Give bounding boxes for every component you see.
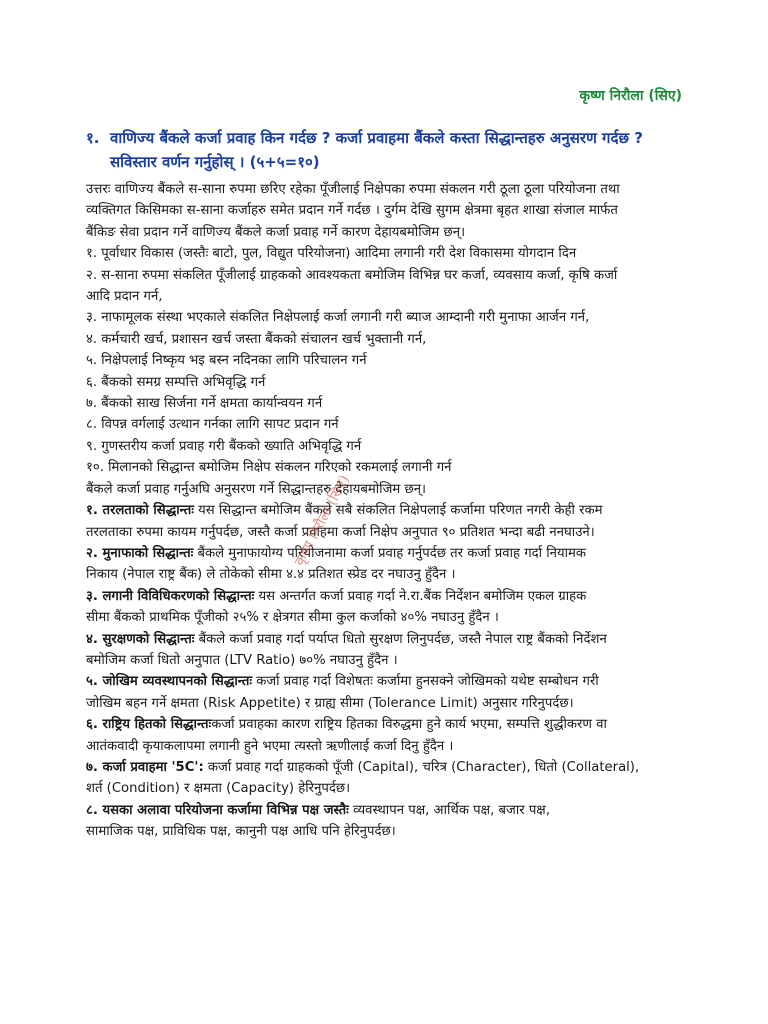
principle-continuation: तरलताका रुपमा कायम गर्नुपर्दछ, जस्तै कर्जा प्रवाहमा कर्जा निक्षेप अनुपात ९० प्रतिशत भन्दा बढी ननघाउने। <box>86 524 595 540</box>
principle-term: ३. लगानी विविधिकरणको सिद्धान्तः <box>86 588 255 604</box>
question-line-2: सविस्तार वर्णन गर्नुहोस् । (५+५=१०) <box>110 153 320 171</box>
principle-text: व्यवस्थापन पक्ष, आर्थिक पक्ष, बजार पक्ष, <box>348 802 550 818</box>
reason-item: १. पूर्वाधार विकास (जस्तैः बाटो, पुल, विद्युत परियोजना) आदिमा लगानी गरी देश विकासमा योगदान दिन <box>86 246 577 262</box>
principle-item <box>86 500 686 521</box>
principle-term: ८. यसका अलावा परियोजना कर्जामा विभिन्न पक्ष जस्तैः <box>86 802 349 818</box>
principle-term: १. तरलताको सिद्धान्तः <box>86 503 194 519</box>
question-line-1: वाणिज्य बैंकले कर्जा प्रवाह किन गर्दछ ? कर्जा प्रवाहमा बैंकले कस्ता सिद्धान्तहरु अनुसरण गर्दछ ? <box>110 129 643 147</box>
principle-continuation: निकाय (नेपाल राष्ट्र बैंक) ले तोकेको सीमा ४.४ प्रतिशत स्प्रेड दर नघाउनु हुँदैन । <box>86 567 456 583</box>
principles-intro: बैंकले कर्जा प्रवाह गर्नुअघि अनुसरण गर्ने सिद्धान्तहरु देहायबमोजिम छन्। <box>86 481 427 497</box>
principle-continuation: जोखिम बहन गर्ने क्षमता (Risk Appetite) र ग्राह्य सीमा (Tolerance Limit) अनुसार गरिनुपर्दछ। <box>86 695 574 711</box>
principle-continuation: सीमा बैंकको प्राथमिक पूँजीको २५% र क्षेत्रगत सीमा कुल कर्जाको ४०% नघाउनु हुँदैन । <box>86 610 499 626</box>
reason-item: ५. निक्षेपलाई निष्कृय भइ बस्न नदिनका लागि परिचालन गर्न <box>86 353 367 369</box>
principle-item <box>86 629 686 650</box>
answer-intro-line: व्यक्तिगत किसिमका स-साना कर्जाहरु समेत प्रदान गर्ने गर्दछ । दुर्गम देखि सुगम क्षेत्रमा बृहत शाखा संजाल मार्फत <box>86 203 618 219</box>
stamp-watermark: कृष्ण निरौला (सिए) <box>291 472 353 569</box>
principle-text: कर्जा प्रवाह गर्दा विशेषतः कर्जामा हुनसक्ने जोखिमको यथेष्ट सम्बोधन गरी <box>252 674 599 690</box>
principle-item <box>86 800 686 821</box>
reason-item: ४. कर्मचारी खर्च, प्रशासन खर्च जस्ता बैंकको संचालन खर्च भुक्तानी गर्न, <box>86 331 427 347</box>
principle-text: बैंकले मुनाफायोग्य परियोजनामा कर्जा प्रवाह गर्नुपर्दछ तर कर्जा प्रवाह गर्दा नियामक <box>193 545 587 561</box>
question-heading <box>86 126 696 174</box>
principle-text: यस अन्तर्गत कर्जा प्रवाह गर्दा ने.रा.बैंक निर्देशन बमोजिम एकल ग्राहक <box>254 588 587 604</box>
reason-item: ७. बैंकको साख सिर्जना गर्ने क्षमता कार्यान्वयन गर्न <box>86 396 323 412</box>
author-name: कृष्ण निरौला (सिए) <box>579 88 682 104</box>
reason-item: ६. बैंकको समग्र सम्पत्ति अभिवृद्धि गर्न <box>86 374 266 390</box>
principle-continuation: सामाजिक पक्ष, प्राविधिक पक्ष, कानुनी पक्ष आधि पनि हेरिनुपर्दछ। <box>86 824 396 840</box>
answer-intro-line: उत्तरः वाणिज्य बैंकले स-साना रुपमा छरिए रहेका पूँजीलाई निक्षेपका रुपमा संकलन गरी ठूला ठूला परियोजना तथा <box>86 182 620 197</box>
reason-item: १०. मिलानको सिद्धान्त बमोजिम निक्षेप संकलन गरिएको रकमलाई लगानी गर्न <box>86 460 452 476</box>
reason-item: ३. नाफामूलक संस्था भएकाले संकलित निक्षेपलाई कर्जा लगानी गरी ब्याज आम्दानी गरी मुनाफा आर्जन गर्न, <box>86 310 590 326</box>
principle-text: कर्जा प्रवाह गर्दा ग्राहकको पूँजी (Capital), चरित्र (Character), धितो (Collateral), <box>203 759 640 775</box>
principle-term: ६. राष्ट्रिय हितको सिद्धान्तः <box>86 717 212 733</box>
reason-item: ९. गुणस्तरीय कर्जा प्रवाह गरी बैंकको ख्याति अभिवृद्धि गर्न <box>86 438 362 454</box>
principle-term: ७. कर्जा प्रवाहमा '5C': <box>86 759 204 775</box>
principle-continuation: शर्त (Condition) र क्षमता (Capacity) हेरिनुपर्दछ। <box>86 781 351 797</box>
principle-text: कर्जा प्रवाहका कारण राष्ट्रिय हितका विरुद्धमा हुने कार्य भएमा, सम्पत्ति शुद्धीकरण वा <box>211 717 607 733</box>
principle-text: यस सिद्धान्त बमोजिम बैंकले सबै संकलित निक्षेपलाई कर्जामा परिणत नगरी केही रकम <box>193 503 603 519</box>
answer-body <box>86 179 686 843</box>
reason-item: ८. विपन्न वर्गलाई उत्थान गर्नका लागि सापट प्रदान गर्न <box>86 417 339 433</box>
answer-intro-line: बैंकिङ सेवा प्रदान गर्ने वाणिज्य बैंकले कर्जा प्रवाह गर्ने कारण देहायबमोजिम छन्। <box>86 224 466 240</box>
principle-continuation: आतंकवादी कृयाकलापमा लगानी हुने भएमा त्यस्तो ऋणीलाई कर्जा दिनु हुँदैन । <box>86 738 454 754</box>
principle-item <box>86 757 686 778</box>
principle-term: ५. जोखिम व्यवस्थापनको सिद्धान्तः <box>86 674 253 690</box>
reason-item: आदि प्रदान गर्न, <box>86 289 163 305</box>
question-number: १. <box>86 129 100 147</box>
principle-term: ४. सुरक्षणको सिद्धान्तः <box>86 631 195 647</box>
principle-item <box>86 543 686 564</box>
principle-continuation: बमोजिम कर्जा धितो अनुपात (LTV Ratio) ७०% नघाउनु हुँदैन । <box>86 652 398 668</box>
principle-text: बैंकले कर्जा प्रवाह गर्दा पर्याप्त धितो सुरक्षण लिनुपर्दछ, जस्तै नेपाल राष्ट्र बैंकको निर्देशन <box>194 631 607 647</box>
principle-item <box>86 671 686 692</box>
reason-item: २. स-साना रुपमा संकलित पूँजीलाई ग्राहकको आवश्यकता बमोजिम विभिन्न घर कर्जा, व्यवसाय कर्जा, कृषि कर्जा <box>86 267 618 283</box>
principle-item <box>86 714 686 735</box>
principle-term: २. मुनाफाको सिद्धान्तः <box>86 545 194 561</box>
principle-item <box>86 586 686 607</box>
